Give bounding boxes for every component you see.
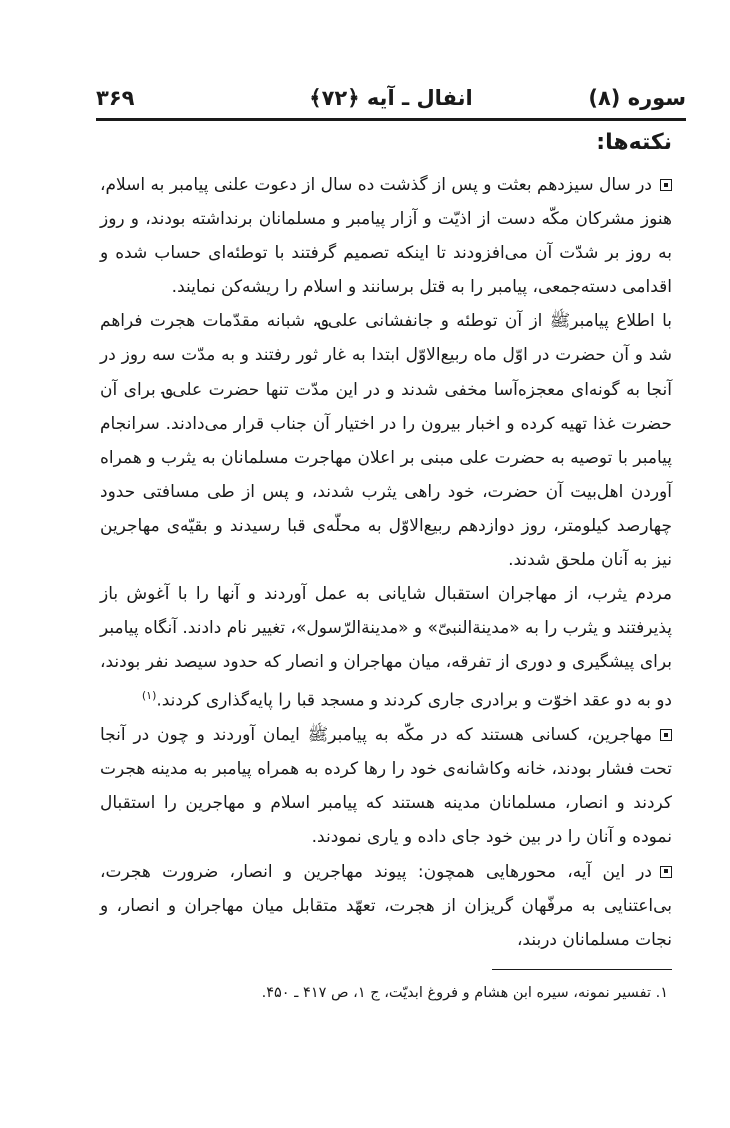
footnote-reference: (۱) xyxy=(141,689,157,703)
body-text xyxy=(100,168,672,957)
page-number: ۳۶۹ xyxy=(96,86,135,110)
square-bullet-icon xyxy=(660,729,672,741)
paragraph-3: مردم یثرب، از مهاجران استقبال شایانی به عمل آوردند و آنها را با آغوش باز پذیرفتند و یثرب را به «مدینة‌النبیّ» و «مدینة‌الرّسول»، تغییر نام دادند. آنگاه پیامبر برای پیشگیری و دوری از تفرقه، میان مهاجران و انصار که حدود سیصد نفر بودند، دو به دو عقد اخوّت و برادری جاری کردند و مسجد قبا را پایه‌گذاری کردند.$^{(۱)}$ xyxy=(100,584,672,712)
paragraph-2: با اطلاع پیامبرﷺ از آن توطئه و جانفشانی علی‌؈، شبانه مقدّمات هجرت فراهم شد و آن حضرت در اوّل ماه ربیع‌الاوّل ابتدا به غار ثور رفتند و به مدّت سه روز در آنجا به گونه‌ای معجزه‌آسا مخفی شدند و در این مدّت تنها حضرت علی‌؈ برای آن حضرت غذا تهیه کرده و اخبار بیرون را در اختیار آن جناب قرار می‌دادند. سرانجام پیامبر با توصیه به حضرت علی مبنی بر اعلان مهاجرت مسلمانان به یثرب و همراه آوردن اهل‌بیت آن حضرت، خود راهی یثرب شدند، و پس از طی مسافتی حدود چهارصد کیلومتر، روز دوازدهم ربیع‌الاوّل به محلّه‌ی قبا رسیدند و بقیّه‌ی مهاجرین نیز به آنان ملحق شدند. xyxy=(100,311,672,571)
paragraph-4: مهاجرین، کسانی هستند که در مکّه به پیامبرﷺ ایمان آوردند و چون در آنجا تحت فشار بودند، خانه وکاشانه‌ی خود را رها کرده به همراه پیامبر به مدینه هجرت کردند و انصار، مسلمانان مدینه هستند که پیامبر اسلام و مهاجرین را استقبال نموده و آنان را در بین خود جای داده و یاری نمودند. xyxy=(100,725,672,848)
section-title: نکته‌ها: xyxy=(596,130,672,155)
header-surah: سوره (۸) xyxy=(588,86,686,110)
square-bullet-icon xyxy=(660,866,672,878)
header-verse: انفال ـ آیه ﴿۷۲﴾ xyxy=(309,86,473,110)
running-header xyxy=(96,82,686,116)
square-bullet-icon xyxy=(660,179,672,191)
header-rule xyxy=(96,118,686,121)
footnote-rule xyxy=(492,969,672,970)
footnote: ۱. تفسیر نمونه، سیره ابن هشام و فروغ ابدیّت، ج ۱، ص ۴۱۷ ـ ۴۵۰. xyxy=(261,985,668,1001)
paragraph-5: در این آیه، محورهایی همچون: پیوند مهاجرین و انصار، ضرورت هجرت، بی‌اعتنایی به مرفّهان گریزان از هجرت، تعهّد متقابل میان مهاجران و انصار، و نجات مسلمانان دربند، xyxy=(100,861,672,950)
paragraph-1: در سال سیزدهم بعثت و پس از گذشت ده سال از دعوت علنی پیامبر به اسلام، هنوز مشرکان مکّه دست از اذیّت و آزار پیامبر و مسلمانان برنداشته بودند، و روز به روز بر شدّت آن می‌افزودند تا اینکه تصمیم گرفتند با توطئه‌ای حساب شده و اقدامی دسته‌جمعی، پیامبر را به قتل برسانند و اسلام را ریشه‌کن نمایند. xyxy=(100,175,672,298)
